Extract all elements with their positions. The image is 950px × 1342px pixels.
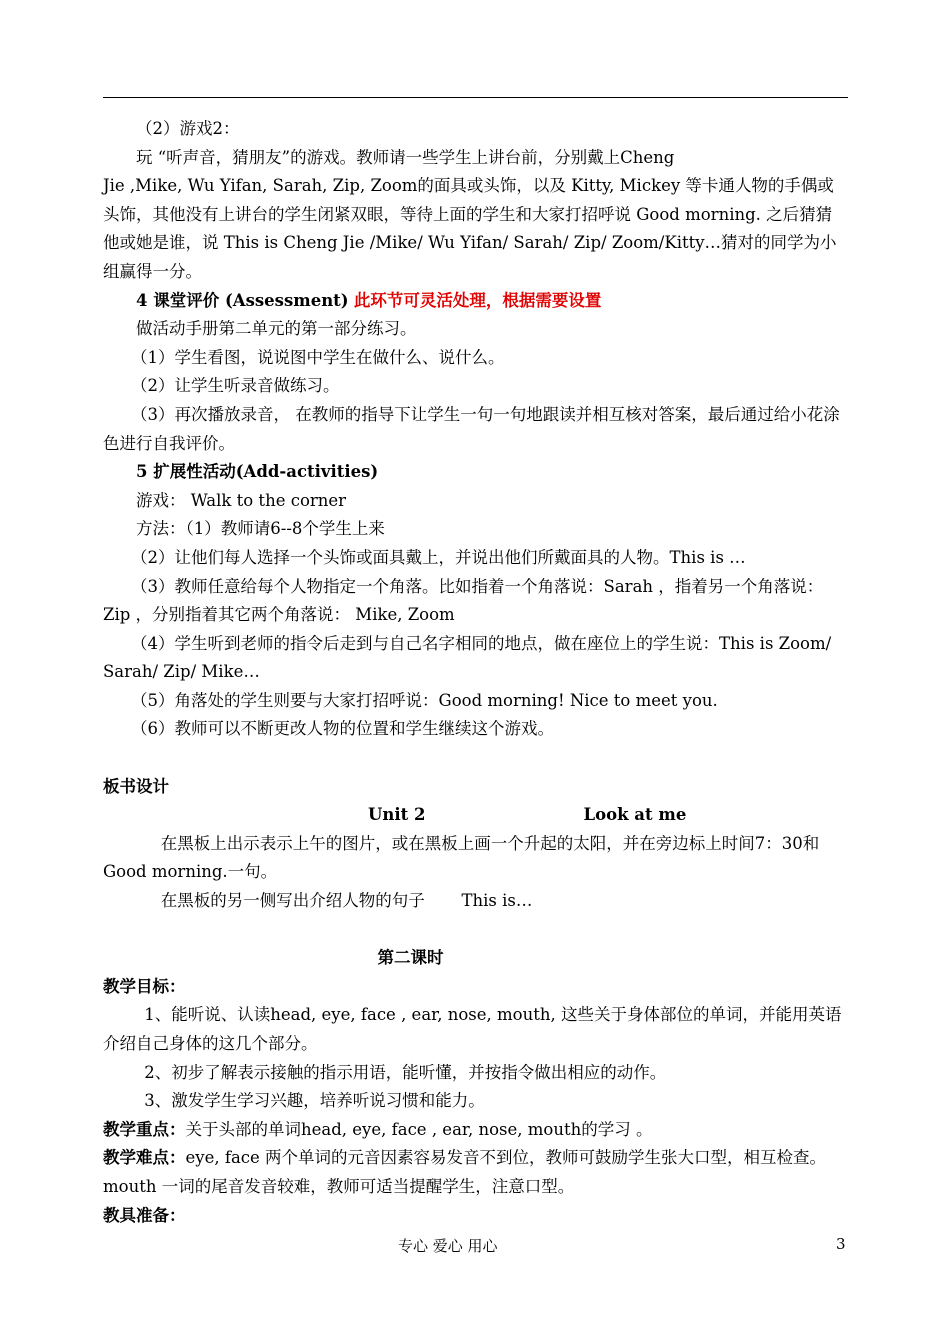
paragraph: （5）角落处的学生则要与大家打招呼说：Good morning! Nice to meet you.: [131, 690, 718, 710]
paragraph: 方法：（1）教师请6--8个学生上来: [136, 519, 385, 539]
paragraph: （3）教师任意给每个人物指定一个角落。比如指着一个角落说：Sarah ，指着另一个角落说： Zip ，分别指着其它两个角落说： Mike, Zoom: [103, 576, 824, 625]
materials-heading: 教具准备：: [103, 1205, 186, 1225]
paragraph: （3）再次播放录音， 在教师的指导下让学生一句一句地跟读并相互核对答案，最后通过给小花涂色进行自我评价。: [103, 404, 840, 453]
unit-name: Look at me: [583, 805, 687, 825]
paragraph: 1、能听说、认读head, eye, face , ear, nose, mouth, 这些关于身体部位的单词，并能用英语介绍自己身体的这几个部分。: [103, 1005, 842, 1053]
unit-title: [103, 801, 848, 830]
section-heading-5: 5 扩展性活动(Add-activities): [136, 462, 379, 482]
paragraph: Jie ,Mike, Wu Yifan, Sarah, Zip, Zoom的面具或头饰，以及 Kitty, Mickey 等卡通人物的手偶或头饰，其他没有上讲台的学生闭紧双眼，等待上面的学生和大家打招呼说 Good morning. 之后猜猜他或她是谁，说 This is Cheng Jie /Mike/ Wu Yifan/ Sarah/ Zip/ Zoom/Kitty…猜对的同学为小组赢得一分。: [103, 176, 837, 281]
blackboard-heading: 板书设计: [103, 776, 169, 796]
page-number: 3: [836, 1235, 846, 1253]
section-title: 4 课堂评价 (Assessment): [136, 290, 349, 310]
key-points-text: 关于头部的单词head, eye, face , ear, nose, mouth的学习 。: [185, 1119, 653, 1139]
document-body: [103, 115, 848, 1230]
paragraph: 玩 “听声音，猜朋友”的游戏。教师请一些学生上讲台前，分别戴上Cheng: [136, 147, 675, 167]
unit-number: Unit 2: [368, 805, 426, 825]
difficulties-label: 教学难点：: [103, 1148, 186, 1168]
difficulties-text: eye, face 两个单词的元音因素容易发音不到位，教师可鼓励学生张大口型，相互检查。mouth 一词的尾音发音较难，教师可适当提醒学生，注意口型。: [103, 1148, 827, 1196]
paragraph: 2、初步了解表示接触的指示用语，能听懂，并按指令做出相应的动作。: [144, 1062, 667, 1082]
paragraph: （2）游戏2：: [136, 119, 240, 138]
paragraph: （2）让学生听录音做练习。: [131, 376, 340, 396]
key-points-label: 教学重点：: [103, 1119, 186, 1139]
lesson-title: 第二课时: [377, 948, 444, 968]
paragraph: 游戏： Walk to the corner: [136, 490, 347, 510]
key-points: [103, 1116, 848, 1145]
section-heading-4: [103, 287, 848, 316]
difficulties: [103, 1144, 848, 1201]
footer-motto: 专心 爱心 用心: [398, 1237, 498, 1255]
paragraph: （4）学生听到老师的指令后走到与自己名字相同的地点，做在座位上的学生说：This is Zoom/ Sarah/ Zip/ Mike…: [103, 633, 832, 682]
paragraph: （6）教师可以不断更改人物的位置和学生继续这个游戏。: [131, 719, 555, 739]
paragraph: 在黑板上出示表示上午的图片，或在黑板上画一个升起的太阳，并在旁边标上时间7：30和 Good morning.一句。: [103, 833, 820, 882]
header-rule: [103, 97, 848, 98]
red-note: 此环节可灵活处理，根据需要设置: [353, 290, 602, 310]
objectives-heading: 教学目标：: [103, 976, 186, 996]
paragraph: （1）学生看图，说说图中学生在做什么、说什么。: [131, 347, 505, 367]
paragraph: （2）让他们每人选择一个头饰或面具戴上，并说出他们所戴面具的人物。This is …: [131, 547, 746, 567]
paragraph: 3、激发学生学习兴趣，培养听说习惯和能力。: [144, 1091, 485, 1111]
paragraph: 在黑板的另一侧写出介绍人物的句子 This is…: [160, 891, 533, 911]
paragraph: 做活动手册第二单元的第一部分练习。: [136, 319, 417, 339]
